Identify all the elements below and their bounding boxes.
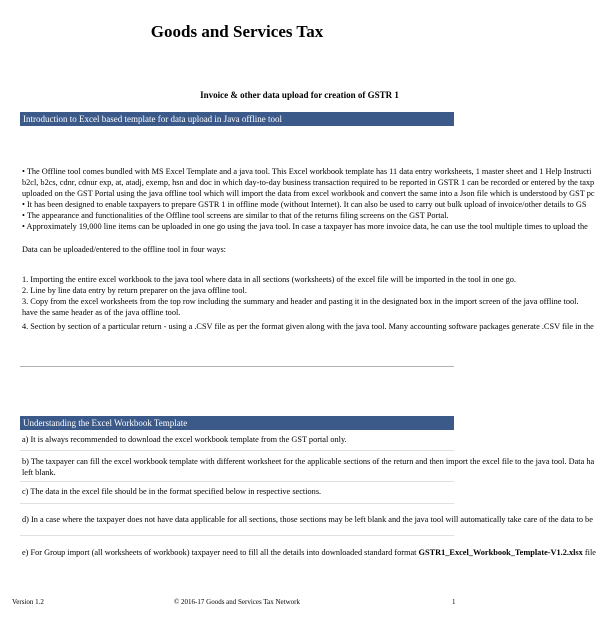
template-filename: GSTR1_Excel_Workbook_Template-V1.2.xlsx <box>418 548 583 557</box>
ways-intro: Data can be uploaded/entered to the offline tool in four ways: <box>22 245 226 254</box>
understanding-item-a: a) It is always recommended to download the excel workbook template from the GST portal only. <box>22 435 347 444</box>
understanding-item-e <box>22 548 596 558</box>
item-e-text: e) For Group import (all worksheets of workbook) taxpayer need to fill all the details into downloaded standard format <box>22 548 419 557</box>
section-divider <box>20 366 454 367</box>
footer-page-number: 1 <box>452 598 456 606</box>
page-title: Goods and Services Tax <box>150 22 324 41</box>
understanding-item-b-cont: left blank. <box>22 468 56 477</box>
intro-line: • The appearance and functionalities of the Offline tool screens are similar to that of the returns filing screens on the GST Portal. <box>22 211 449 220</box>
row-divider <box>20 450 454 451</box>
understanding-section-header: Understanding the Excel Workbook Template <box>20 416 454 430</box>
understanding-item-d: d) In a case where the taxpayer does not have data applicable for all sections, those sections may be left blank and the java tool will automatically take care of the data to be <box>22 515 593 524</box>
intro-section-header: Introduction to Excel based template for data upload in Java offline tool <box>20 112 454 126</box>
intro-line: • It has been designed to enable taxpayers to prepare GSTR 1 in offline mode (without Internet). It can also be used to carry out bulk upload of invoice/other details to GS <box>22 200 587 209</box>
page-subtitle: Invoice & other data upload for creation of GSTR 1 <box>200 90 399 100</box>
way-item: 4. Section by section of a particular return - using a .CSV file as per the format given along with the java tool. Many accounting software packages generate .CSV file in the <box>22 322 594 331</box>
way-item: 1. Importing the entire excel workbook to the java tool where data in all sections (worksheets) of the excel file will be imported in the tool in one go. <box>22 275 516 284</box>
intro-line: uploaded on the GST Portal using the java offline tool which will import the data from excel workbook and convert the same into a Json file which is understood by GST pc <box>22 189 595 198</box>
row-divider <box>20 503 454 504</box>
row-divider <box>20 535 454 536</box>
item-e-suffix: file <box>582 548 596 557</box>
understanding-item-b: b) The taxpayer can fill the excel workbook template with different worksheet for the applicable sections of the return and then import the excel file to the java tool. Data ha <box>22 457 595 466</box>
intro-line: • The Offline tool comes bundled with MS Excel Template and a java tool. This Excel workbook template has 11 data entry worksheets, 1 master sheet and 1 Help Instructi <box>22 167 592 176</box>
intro-line: b2cl, b2cs, cdnr, cdnur exp, at, atadj, exemp, hsn and doc in which day-to-day business transaction required to be reported in GSTR 1 can be recorded or entered by the taxp <box>22 178 595 187</box>
understanding-item-c: c) The data in the excel file should be in the format specified below in respective sections. <box>22 487 322 496</box>
row-divider <box>20 481 454 482</box>
way-item: have the same header as of the java offline tool. <box>22 308 181 317</box>
footer-copyright: © 2016-17 Goods and Services Tax Network <box>173 598 300 606</box>
way-item: 2. Line by line data entry by return preparer on the java offline tool. <box>22 286 247 295</box>
intro-line: • Approximately 19,000 line items can be uploaded in one go using the java tool. In case a taxpayer has more invoice data, he can use the tool multiple times to upload the <box>22 222 588 231</box>
way-item: 3. Copy from the excel worksheets from the top row including the summary and header and pasting it in the designated box in the import screen of the java offline tool. <box>22 297 579 306</box>
footer-version: Version 1.2 <box>12 598 44 606</box>
